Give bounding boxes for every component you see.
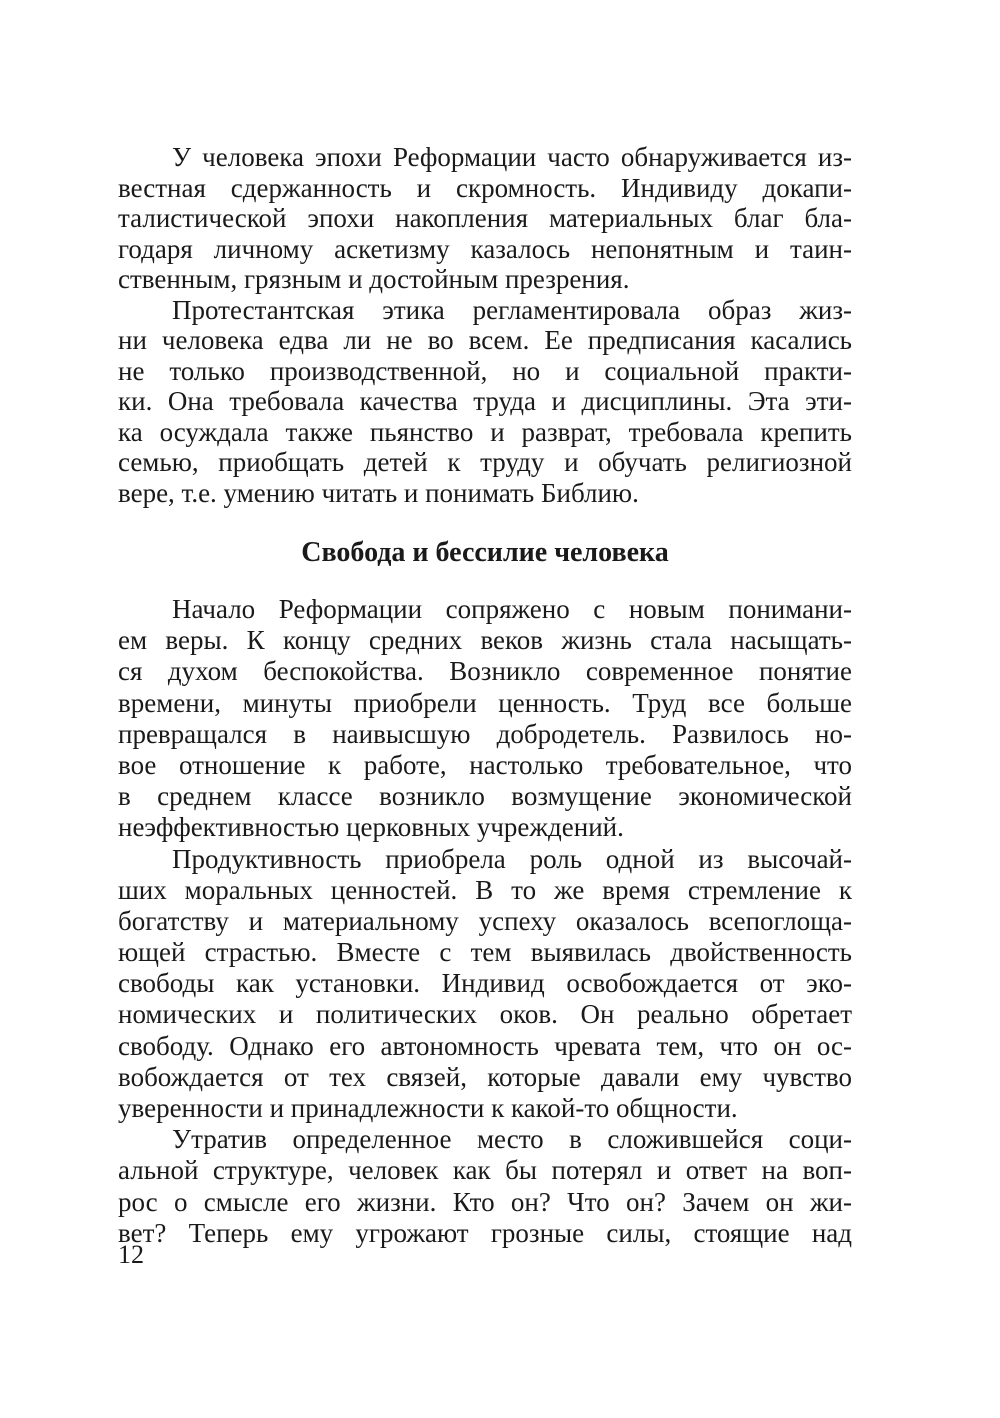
text-line: уверенности и принадлежности к какой-то общности. — [118, 1093, 738, 1123]
text-line: Продуктивность приобрела роль одной из высочай- — [172, 843, 852, 874]
text-line: ющей страстью. Вместе с тем выявилась двойственность — [118, 937, 852, 968]
text-line: альной структуре, человек как бы потерял и ответ на воп- — [118, 1155, 852, 1186]
text-line: вестная сдержанность и скромность. Индивиду докапи- — [118, 172, 852, 203]
text-line: ни человека едва ли не во всем. Ее предписания касались — [118, 325, 852, 355]
text-line: ем веры. К концу средних веков жизнь стала насыщать- — [118, 625, 852, 656]
text-line: превращался в наивысшую добродетель. Развилось но- — [118, 718, 852, 749]
text-line: времени, минуты приобрели ценность. Труд все больше — [118, 687, 852, 718]
text-line: свободы как установки. Индивид освобождается от эко- — [118, 968, 852, 999]
text-line: ших моральных ценностей. В то же время стремление к — [118, 874, 852, 905]
text-line: рос о смысле его жизни. Кто он? Что он? Зачем он жи- — [118, 1186, 852, 1217]
paragraph — [118, 295, 852, 509]
text-line: У человека эпохи Реформации часто обнаруживается из- — [172, 142, 852, 172]
text-block-bottom — [118, 594, 852, 1249]
text-line: Начало Реформации сопряжено с новым понимани- — [172, 594, 852, 624]
text-line: годаря личному аскетизму казалось непонятным и таин- — [118, 233, 852, 264]
text-block-top — [118, 142, 852, 508]
paragraph — [118, 142, 852, 295]
page-number: 12 — [118, 1240, 144, 1269]
text-line: талистической эпохи накопления материальных благ бла- — [118, 203, 852, 233]
text-line: семью, приобщать детей к труду и обучать религиозной — [118, 447, 852, 477]
paragraph — [118, 594, 852, 844]
text-line: не только производственной, но и социальной практи- — [118, 355, 852, 386]
paragraph — [118, 1124, 852, 1249]
text-line: ка осуждала также пьянство и разврат, требовала крепить — [118, 416, 852, 447]
text-line: в среднем классе возникло возмущение экономической — [118, 781, 852, 812]
text-line: вобождается от тех связей, которые давали ему чувство — [118, 1061, 852, 1092]
text-line: неэффективностью церковных учреждений. — [118, 812, 624, 843]
text-line: свободу. Однако его автономность чревата тем, что он ос- — [118, 1030, 852, 1061]
text-line: номических и политических оков. Он реально обретает — [118, 999, 852, 1030]
text-line: ственным, грязным и достойным презрения. — [118, 264, 630, 294]
text-line: вере, т.е. умению читать и понимать Библию. — [118, 477, 639, 508]
text-line: вет? Теперь ему угрожают грозные силы, стоящие над — [118, 1217, 852, 1248]
paragraph — [118, 844, 852, 1125]
text-line: ся духом беспокойства. Возникло современное понятие — [118, 656, 852, 687]
text-line: ки. Она требовала качества труда и дисциплины. Эта эти- — [118, 386, 852, 416]
text-line: Протестантская этика регламентировала образ жиз- — [172, 294, 852, 325]
text-line: вое отношение к работе, настолько требовательное, что — [118, 749, 852, 780]
section-heading: Свобода и бессилие человека — [301, 537, 669, 568]
text-line: Утратив определенное место в сложившейся соци- — [172, 1124, 852, 1155]
text-line: богатству и материальному успеху оказалось всепоглоща- — [118, 905, 852, 936]
